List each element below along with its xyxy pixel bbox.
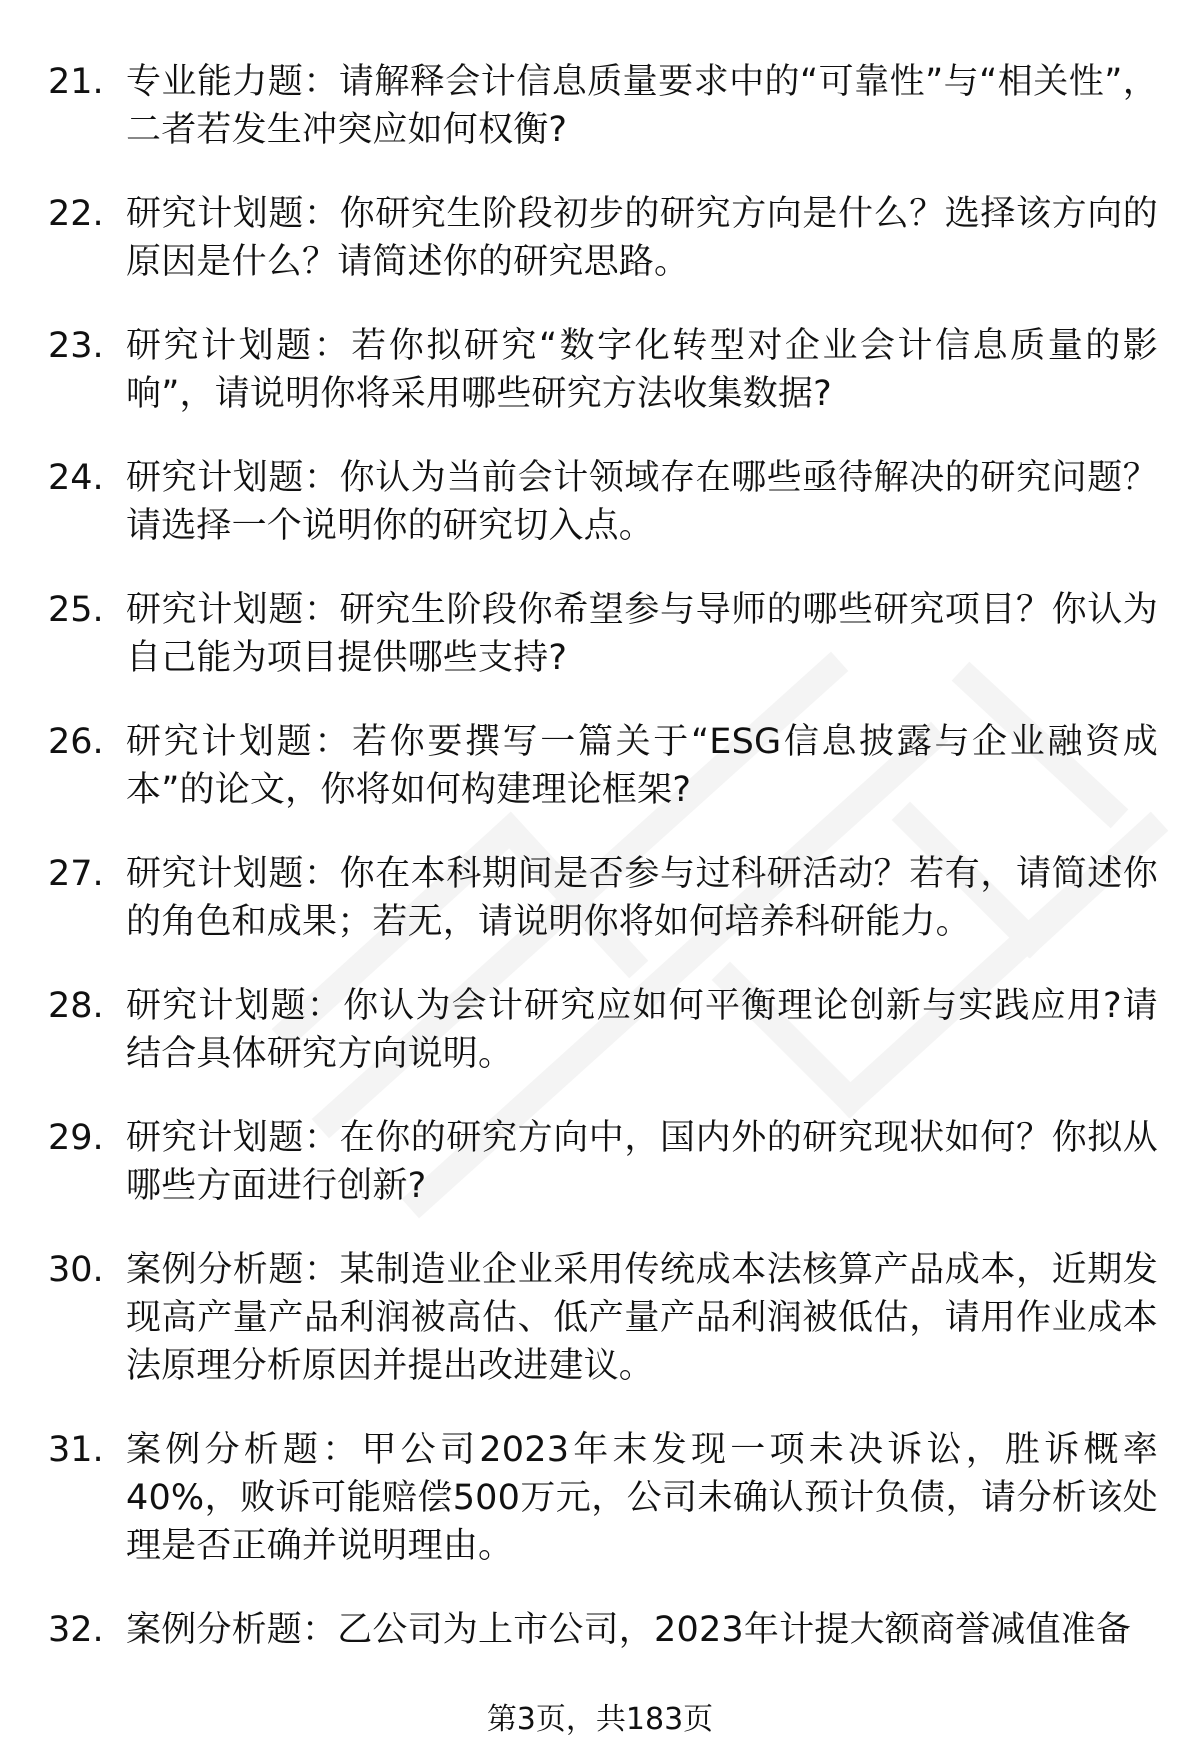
- question-item: [48, 1114, 1158, 1210]
- question-item: [48, 190, 1158, 286]
- question-number: 30.: [48, 1250, 104, 1290]
- question-item: [48, 58, 1158, 154]
- question-item: [48, 982, 1158, 1078]
- question-item: [48, 1426, 1158, 1570]
- question-text: 研究计划题：你认为当前会计领域存在哪些亟待解决的研究问题？请选择一个说明你的研究切入点。: [126, 458, 1158, 546]
- question-number: 26.: [48, 722, 104, 762]
- question-text: 研究计划题：你认为会计研究应如何平衡理论创新与实践应用?请结合具体研究方向说明。: [126, 986, 1158, 1074]
- question-number: 22.: [48, 194, 104, 234]
- question-text: 研究计划题：在你的研究方向中，国内外的研究现状如何？你拟从哪些方面进行创新?: [126, 1118, 1158, 1206]
- question-number: 25.: [48, 590, 104, 630]
- question-text: 研究计划题：若你拟研究“数字化转型对企业会计信息质量的影响”，请说明你将采用哪些研究方法收集数据?: [126, 326, 1158, 414]
- question-text: 案例分析题：乙公司为上市公司，2023年计提大额商誉减值准备: [126, 1610, 1132, 1650]
- question-number: 29.: [48, 1118, 104, 1158]
- question-item: [48, 718, 1158, 814]
- question-text: 研究计划题：若你要撰写一篇关于“ESG信息披露与企业融资成本”的论文，你将如何构建理论框架?: [126, 722, 1158, 810]
- question-text: 案例分析题：甲公司2023年末发现一项未决诉讼，胜诉概率40%，败诉可能赔偿500万元，公司未确认预计负债，请分析该处理是否正确并说明理由。: [126, 1430, 1158, 1566]
- question-item: [48, 850, 1158, 946]
- question-text: 研究计划题：研究生阶段你希望参与导师的哪些研究项目？你认为自己能为项目提供哪些支持?: [126, 590, 1158, 678]
- question-text: 研究计划题：你在本科期间是否参与过科研活动？若有，请简述你的角色和成果；若无，请说明你将如何培养科研能力。: [126, 854, 1158, 942]
- question-text: 案例分析题：某制造业企业采用传统成本法核算产品成本，近期发现高产量产品利润被高估、低产量产品利润被低估，请用作业成本法原理分析原因并提出改进建议。: [126, 1250, 1158, 1386]
- question-item: [48, 1246, 1158, 1390]
- question-text: 研究计划题：你研究生阶段初步的研究方向是什么？选择该方向的原因是什么？请简述你的研究思路。: [126, 194, 1158, 282]
- question-number: 21.: [48, 62, 104, 102]
- question-number: 23.: [48, 326, 104, 366]
- question-item: [48, 454, 1158, 550]
- question-number: 28.: [48, 986, 104, 1026]
- question-item: [48, 322, 1158, 418]
- question-number: 32.: [48, 1610, 104, 1650]
- question-item: [48, 586, 1158, 682]
- page-footer: 第3页，共183页: [486, 1702, 714, 1737]
- question-item: [48, 1606, 1158, 1654]
- question-number: 24.: [48, 458, 104, 498]
- question-text: 专业能力题：请解释会计信息质量要求中的“可靠性”与“相关性”，二者若发生冲突应如何权衡?: [126, 62, 1158, 150]
- question-number: 27.: [48, 854, 104, 894]
- question-list: [48, 58, 1158, 1654]
- question-number: 31.: [48, 1430, 104, 1470]
